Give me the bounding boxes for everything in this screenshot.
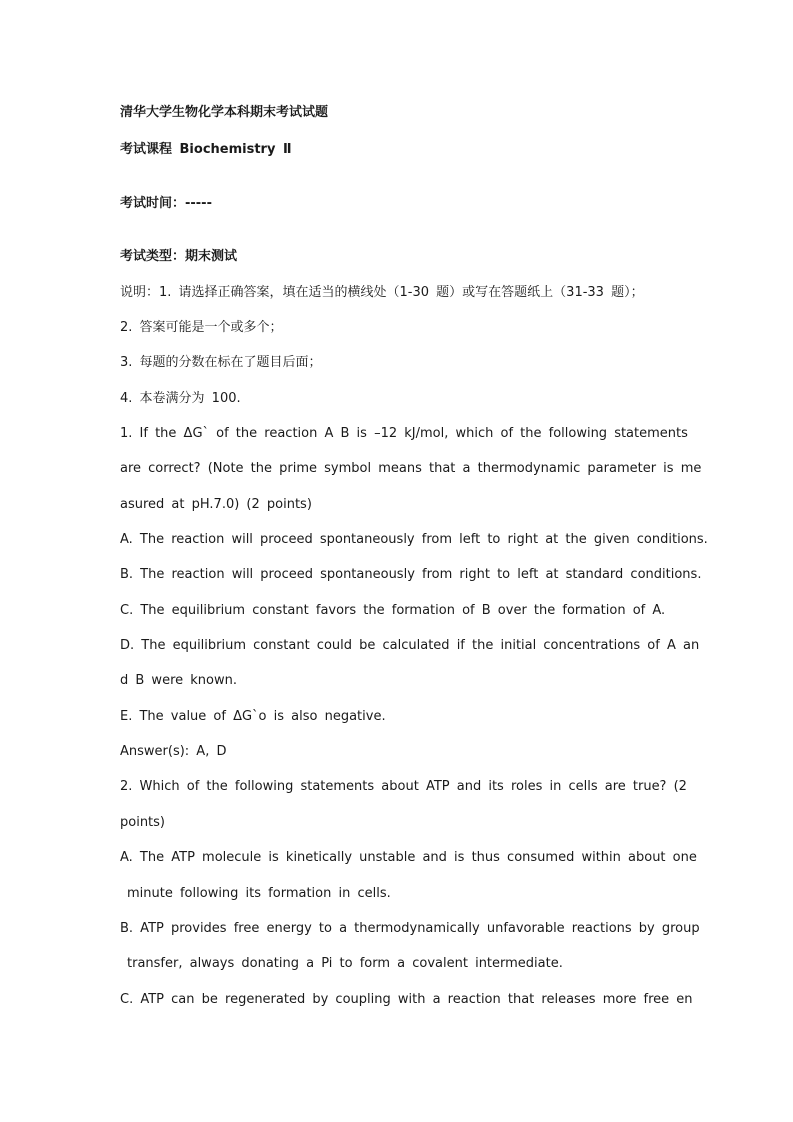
instruction-1: 说明：1. 请选择正确答案，填在适当的横线处（1-30 题）或写在答题纸上（31-33 题）； xyxy=(120,285,644,300)
q2-option-c-line-1: C. ATP can be regenerated by coupling with a reaction that releases more free en xyxy=(120,992,693,1007)
q1-option-c: C. The equilibrium constant favors the formation of B over the formation of A. xyxy=(120,603,666,618)
q2-option-b-line-1: B. ATP provides free energy to a thermodynamically unfavorable reactions by group xyxy=(120,921,700,936)
q2-option-b-line-2: transfer, always donating a Pi to form a covalent intermediate. xyxy=(127,956,563,971)
q2-option-a-line-2: minute following its formation in cells. xyxy=(127,886,391,901)
time-line: 考试时间：----- xyxy=(120,196,212,211)
q1-option-d-line-2: d B were known. xyxy=(120,673,237,688)
instruction-4: 4. 本卷满分为 100. xyxy=(120,391,241,406)
instruction-2: 2. 答案可能是一个或多个； xyxy=(120,320,283,335)
q1-option-e: E. The value of ΔG`o is also negative. xyxy=(120,709,386,724)
q1-option-d-line-1: D. The equilibrium constant could be calculated if the initial concentrations of A an xyxy=(120,638,700,653)
q1-answer: Answer(s): A, D xyxy=(120,744,227,759)
q2-stem-line-2: points) xyxy=(120,815,165,830)
q1-option-a: A. The reaction will proceed spontaneously from left to right at the given conditions. xyxy=(120,532,708,547)
q1-stem-line-1: 1. If the ΔG` of the reaction A B is –12 kJ/mol, which of the following statements xyxy=(120,426,688,441)
q2-stem-line-1: 2. Which of the following statements about ATP and its roles in cells are true? (2 xyxy=(120,779,687,794)
exam-title: 清华大学生物化学本科期末考试试题 xyxy=(120,105,329,120)
course-line: 考试课程 Biochemistry Ⅱ xyxy=(120,142,292,157)
q1-stem-line-2: are correct? (Note the prime symbol means that a thermodynamic parameter is me xyxy=(120,461,702,476)
q1-option-b: B. The reaction will proceed spontaneously from right to left at standard conditions. xyxy=(120,567,702,582)
type-line: 考试类型：期末测试 xyxy=(120,249,238,264)
q2-option-a-line-1: A. The ATP molecule is kinetically unstable and is thus consumed within about one xyxy=(120,850,697,865)
q1-stem-line-3: asured at pH.7.0) (2 points) xyxy=(120,497,312,512)
instruction-3: 3. 每题的分数在标在了题目后面； xyxy=(120,355,322,370)
